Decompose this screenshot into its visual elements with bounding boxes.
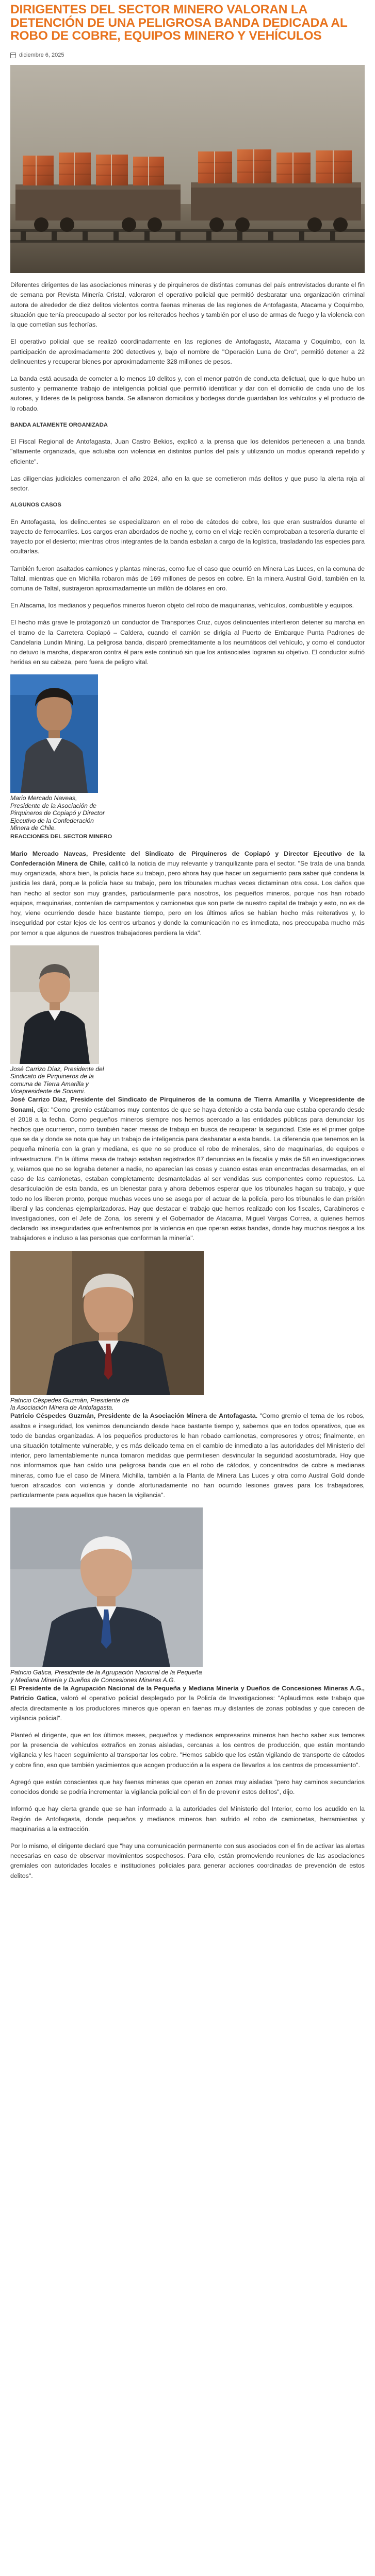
image-caption: Patricio Gatica, Presidente de la Agrupación Nacional de la Pequeña y Mediana Minería y Dueños de Concesiones Mineras A.G.	[10, 1669, 202, 1684]
image-caption: Mario Mercado Naveas, Presidente de la Asociación de Pirquineros de Copiapó y Director Ejecutivo de la Confederación Minera de Chile.	[10, 794, 105, 832]
subheading: ALGUNOS CASOS	[10, 502, 61, 509]
paragraph-body: "Como gremio el tema de los robos, asaltos e inseguridad, los venimos denunciando desde hace bastante tiempo y, sabemos que en todos operativos, que es todo de bandas organizadas. A los pequeños productores le han robado camionetas, compresores y otros; finalmente, en una situación totalmente vulnerable, y es más delicado tema en el cambio de inmediato a las autoridades del Ministerio del interior, pero lamentablemente nunca tomaron medidas que permitiesen desvincular la seguridad acostumbrada. Hoy que nos informamos que han caído una peligrosa banda que en el robo de cátodos, y concentrados de cobre a medianas mineras, como fue el caso de Minera Michilla, también a la Planta de Minera Las Luces y otra como Austral Gold donde fueron atracados con violencia y donde afortunadamente no han ocurrido lesiones graves para los trabajadores, particularmente para aquellos que hacen la vigilancia".	[10, 1412, 365, 1499]
portrait-patricio-cespedes	[10, 1251, 204, 1395]
paragraph: También fueron asaltados camiones y plantas mineras, como fue el caso que ocurrió en Minera Las Luces, en la comuna de Taltal, mientras que en Michilla robaron más de 169 millones de pesos en cobre. En la minera Austral Gold, también en la comuna de Taltal, sustrajeron aproximadamente un millón de dólares en oro.	[10, 565, 365, 592]
portrait-mario-mercado	[10, 674, 98, 793]
article-date[interactable]: diciembre 6, 2025	[19, 52, 64, 59]
paragraph	[10, 1095, 365, 1243]
paragraph-body: calificó la noticia de muy relevante y tranquilizante para el sector. "Se trata de una banda muy organizada, ahora bien, la policía hace su trabajo, pero ahora hay que hacer un seguimiento para saber qué condena la justicia les dará, porque la policía hace su trabajo, pero los tribunales muchas veces dictaminan otra cosa. Los daños que han hecho al sector son muy grandes, particularmente para nosotros, los pequeños mineros, porque nos han robado equipos, maquinarias, contenían de campamentos y camionetas que son parte de nuestro capital de trabajo y esto, no es de hoy, viene ocurriendo desde hace bastante tiempo, pero en los últimos años se habían hecho más reiterativos y, lo inseguridad por estar lejos de los centros urbanos y donde la comunicación no es inmediata, nos preocupaba mucho más por temor a que algunos de nuestros trabajadores perdiera la vida".	[10, 860, 365, 937]
paragraph: Por lo mismo, el dirigente declaró que "hay una comunicación permanente con sus asociados con el fin de activar las alertas necesarias en caso de observar movimientos sospechosos. Para ello, están promoviendo reuniones de las asociaciones gremiales con autoridades locales e instituciones policiales para generar acciones coordinadas de prevención de estos delitos".	[10, 1842, 365, 1879]
article-headline: DIRIGENTES DEL SECTOR MINERO VALORAN LA DETENCIÓN DE UNA PELIGROSA BANDA DEDICADA AL ROBO DE COBRE, EQUIPOS MINERO Y VEHÍCULOS	[10, 3, 348, 43]
paragraph-lead: Mario Mercado Naveas, Presidente del Sindicato de Pirquineros de Copiapó y Director Ejecutivo de la Confederación Minera de Chile,	[10, 850, 365, 868]
paragraph: Planteó el dirigente, que en los últimos meses, pequeños y medianos empresarios mineros han hecho saber sus temores por la presencia de vehículos extraños en zonas aisladas, cercanas a los centros de producción, que están montando vigilancia y les hacen seguimiento al transportar los cobre. "Hemos sabido que los están vigilando de transporte de cátodos y cobre fino, eso que también yacimientos que acogen producción a la espera de llevarlos a los centros de procesamiento".	[10, 1732, 365, 1769]
paragraph: Agregó que están conscientes que hay faenas mineras que operan en zonas muy aisladas "pero hay caminos secundarios conocidos donde se podría incrementar la vigilancia policial con el fin de prevenir estos delitos", dijo.	[10, 1778, 365, 1796]
paragraph: Diferentes dirigentes de las asociaciones mineras y de pirquineros de distintas comunas del país entrevistados durante el fin de semana por Revista Minería Cristal, valoraron el operativo policial que permitió desbaratar una organización criminal autora de alrededor de diez delitos violentos contra faenas mineras de las regiones de Antofagasta, Atacama y Coquimbo, situación que tenía preocupado al sector por los reiterados hechos y también por el uso de armas de fuego y la violencia con la que cometían sus fechorías.	[10, 281, 365, 329]
hero-image-train-cathodes	[10, 65, 365, 273]
calendar-icon	[10, 53, 16, 58]
paragraph: Las diligencias judiciales comenzaron el año 2024, año en la que se cometieron más delitos y que puso la alerta roja al sector.	[10, 474, 365, 493]
paragraph-lead: Patricio Céspedes Guzmán, Presidente de la Asociación Minera de Antofagasta.	[10, 1412, 258, 1420]
paragraph: La banda está acusada de cometer a lo menos 10 delitos y, con el menor patrón de conducta delictual, que lo que hubo un sustento y permanente trabajo de inteligencia policial que permitió identificar y dar con el domicilio de cada uno de los autores, y líderes de la peligrosa banda. Se allanaron domicilios y bodegas donde guardaban los vehículos y el producto de lo robado.	[10, 375, 365, 412]
paragraph: El Fiscal Regional de Antofagasta, Juan Castro Bekios, explicó a la prensa que los detenidos pertenecen a una banda "altamente organizada, que actuaba con violencia en distintos puntos del país y utilizando un modus operandi repetido y eficiente".	[10, 438, 365, 465]
paragraph-lead: José Carrizo Díaz, Presidente del Sindicato de Pirquineros de la comuna de Tierra Amarilla y Vicepresidente de Sonami,	[10, 1096, 365, 1113]
subheading: BANDA ALTAMENTE ORGANIZADA	[10, 421, 108, 428]
portrait-illustration	[10, 1507, 203, 1667]
image-caption: Patricio Céspedes Guzmán, Presidente de la Asociación Minera de Antofagasta.	[10, 1396, 129, 1411]
paragraph: En Antofagasta, los delincuentes se especializaron en el robo de cátodos de cobre, los que eran sustraídos durante el trayecto de ferrocarriles. Los cargos eran abordados de noche y, como en el viaje recién comprobaban a tesorería durante el trayecto por el desierto; mientras otros integrantes de la banda esbalan a cargo de la logística, trasladando las especies para ocultarlas.	[10, 518, 365, 555]
article-meta	[10, 51, 365, 60]
paragraph-lead: El Presidente de la Agrupación Nacional de la Pequeña y Mediana Minería y Dueños de Concesiones Mineras A.G., Patricio Gatica,	[10, 1685, 365, 1702]
paragraph: El hecho más grave le protagonizó un conductor de Transportes Cruz, cuyos delincuentes interfieron detener su marcha en el tramo de la Carretera Copiapó – Caldera, cuando el camión se dirigía al Puerto de Embarque Punta Padrones de Candelaria Lundin Mining. La peligrosa banda, disparó premeditamente a los neumáticos del vehículo, y como el conductor no detuvo la marcha, dispararon contra él para este continuó sin que los antisociales lograran su objetivo. El conductor sufrió heridas en su cabeza, pero fuera de peligro vital.	[10, 619, 365, 666]
hero-illustration	[10, 65, 365, 273]
portrait-illustration	[10, 945, 99, 1064]
paragraph	[10, 1411, 365, 1500]
paragraph: En Atacama, los medianos y pequeños mineros fueron objeto del robo de maquinarias, vehículos, combustible y equipos.	[10, 602, 354, 609]
subheading: REACCIONES DEL SECTOR MINERO	[10, 834, 112, 840]
portrait-illustration	[10, 674, 98, 793]
paragraph	[10, 1684, 365, 1723]
paragraph: Informó que hay cierta grande que se han informado a la autoridades del Ministerio del Interior, como los acudido en la Región de Antofagasta, donde pequeños y medianos mineros han sufrido el robo de camionetas, herramientas y maquinarias a la extracción.	[10, 1805, 365, 1833]
image-caption: José Carrizo Díaz, Presidente del Sindicato de Pirquineros de la comuna de Tierra Amarilla y Vicepresidente de Sonami.	[10, 1065, 104, 1095]
paragraph	[10, 849, 365, 938]
paragraph: El operativo policial que se realizó coordinadamente en las regiones de Antofagasta, Atacama y Coquimbo, con la participación de aproximadamente 200 detectives y, bajo el nombre de "Operación Luna de Oro", permitió detener a 22 delincuentes y recuperar bienes por aproximadamente 328 millones de pesos.	[10, 338, 365, 365]
paragraph-body: valoró el operativo policial desplegado por la Policía de Investigaciones: "Aplaudimos este trabajo que afecta directamente a los productores mineros que operan en faenas muy distantes de zonas pobladas y que carecen de vigilancia policial".	[10, 1694, 365, 1722]
paragraph-body: dijo: "Como gremio estábamos muy contentos de que se haya detenido a esta banda que estaba operando desde el 2018 a la fecha. Como pequeños mineros siempre nos hemos acercado a las entidades públicas para denunciar los hechos que ocurrieron, como también hacer mesas de trabajo en busca de recuperar la seguridad. Este es el primer golpe que se da y donde se nota que hay un trabajo de inteligencia para desbaratar a esta banda. La diferencia que tenemos en la pequeña minería con la gran y mediana, es que no se produce el robo de minerales, sino de maquinarias, de equipos e infraestructura. En la última mesa de trabajo estaban registrados 87 denuncias en la fiscalía y más de 58 en investigaciones y, veíamos que no se lograba detener a nadie, no aparecían las cosas y cuando estas eran encontradas desarmadas, en el caso de las camionetas, estaban completamente desmanteladas al ser vendidas sus componentes como repuestos. La desarticulación de esta banda, es un bienestar para y ahora debemos esperar que los tribunales hagan su trabajo, y que todo no los liberen pronto, porque muchas veces uno se asega por el actuar de la policía, pero los tribunales le dan prisión liberal y las condenas ejemplarizadoras. Hay que destacar el trabajo que hemos realizado con los fiscales, Carabineros e Investigaciones, con el Jefe de Zona, los seremi y el Gobernador de Atacama, Miguel Vargas Correa, a quienes hemos declarado las inseguridades que enfrentamos por la violencia en que operan estas bandas, donde hay muchos riesgos a los trabajadores e incluso a las personas que conforman la minería".	[10, 1106, 365, 1242]
portrait-patricio-gatica	[10, 1507, 203, 1667]
portrait-illustration	[10, 1251, 204, 1395]
portrait-jose-carrizo	[10, 945, 99, 1064]
